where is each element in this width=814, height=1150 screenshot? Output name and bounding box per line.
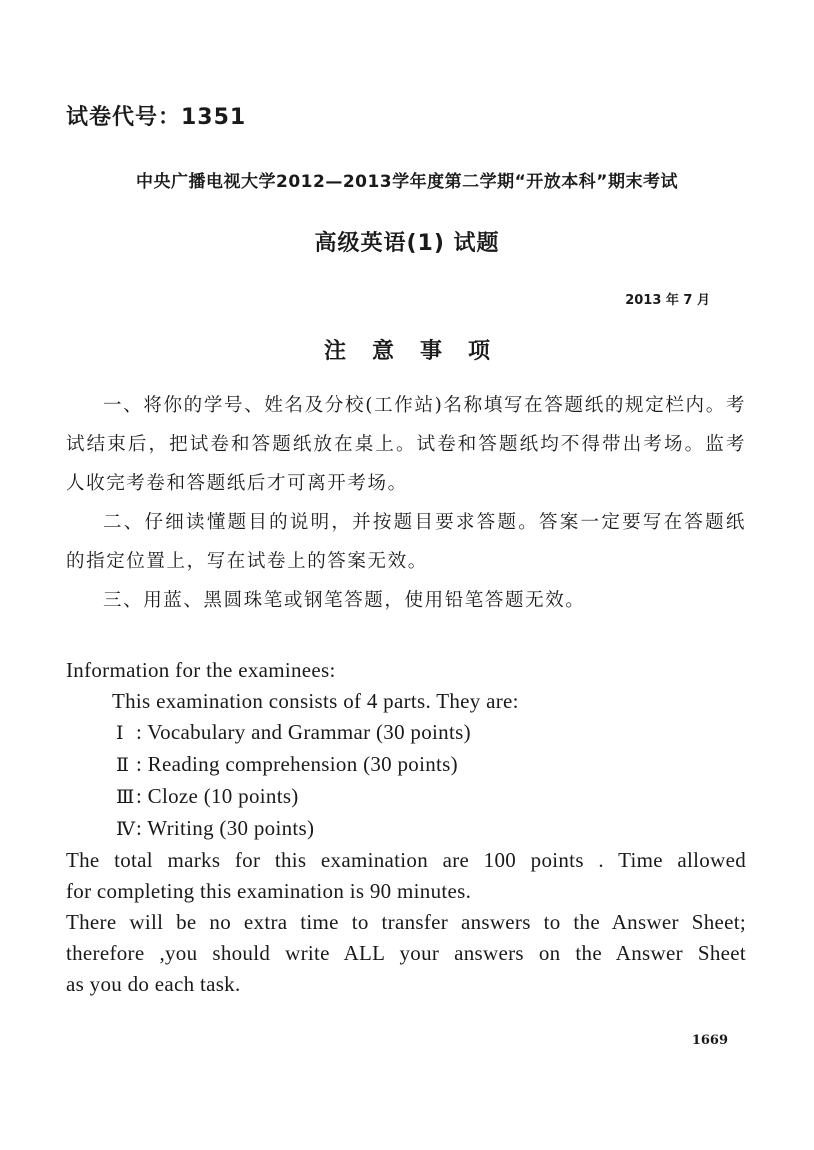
part-numeral: Ⅰ	[116, 722, 124, 744]
part-item	[66, 749, 746, 781]
notice-rules	[66, 386, 746, 620]
rule-item: 二、仔细读懂题目的说明，并按题目要求答题。答案一定要写在答题纸的指定位置上，写在试卷上的答案无效。	[66, 512, 746, 572]
part-text: : Reading comprehension (30 points)	[136, 752, 458, 776]
notice-heading: 注意事项	[323, 339, 516, 364]
transfer-note-line: therefore ,you should write ALL your answers on the Answer Sheet	[66, 941, 746, 965]
rule-item: 一、将你的学号、姓名及分校(工作站)名称填写在答题纸的规定栏内。考试结束后，把试卷和答题纸放在桌上。试卷和答题纸均不得带出考场。监考人收完考卷和答题纸后才可离开考场。	[66, 395, 746, 494]
examinee-information	[66, 655, 746, 1000]
total-marks-line: The total marks for this examination are 100 points . Time allowed	[66, 848, 746, 872]
exam-date: 2013 年 7 月	[625, 293, 710, 308]
part-item	[66, 717, 746, 749]
part-numeral: Ⅳ	[116, 818, 136, 840]
part-item	[66, 813, 746, 845]
transfer-note-line: There will be no extra time to transfer answers to the Answer Sheet;	[66, 910, 746, 934]
total-marks-line: for completing this examination is 90 minutes.	[66, 879, 472, 903]
part-numeral: Ⅱ	[116, 754, 130, 776]
part-numeral: Ⅲ	[116, 786, 135, 808]
part-text: : Vocabulary and Grammar (30 points)	[136, 720, 471, 744]
exam-title: 高级英语(1) 试题	[314, 231, 500, 256]
transfer-note-line: as you do each task.	[66, 972, 241, 996]
part-item	[66, 781, 746, 813]
exam-session-line: 中央广播电视大学2012—2013学年度第二学期“开放本科”期末考试	[136, 172, 678, 192]
info-intro: This examination consists of 4 parts. They are:	[112, 689, 519, 713]
rule-item: 三、用蓝、黑圆珠笔或钢笔答题，使用铅笔答题无效。	[103, 590, 586, 611]
part-text: : Cloze (10 points)	[136, 784, 299, 808]
page-number: 1669	[691, 1033, 728, 1048]
info-heading: Information for the examinees:	[66, 658, 336, 682]
paper-code: 试卷代号：1351	[66, 105, 247, 130]
part-text: : Writing (30 points)	[136, 816, 315, 840]
